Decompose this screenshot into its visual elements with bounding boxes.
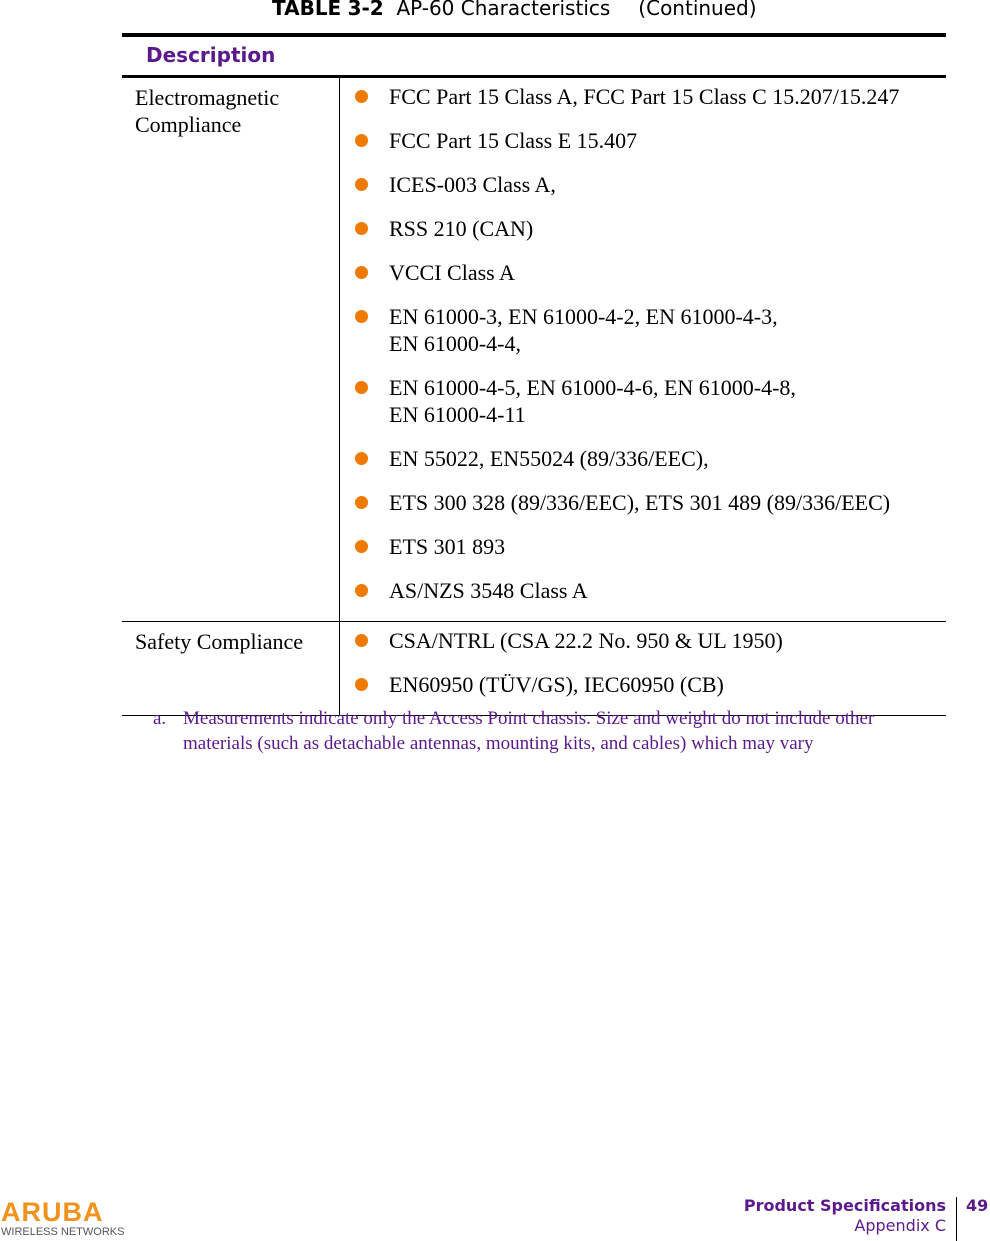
bullet-icon [355, 222, 368, 235]
footnote [153, 706, 923, 756]
bullet-icon [355, 266, 368, 279]
item-text: EN 55022, EN55024 (89/336/EEC), [389, 446, 709, 471]
bullet-icon [355, 540, 368, 553]
header-description: Description [146, 43, 276, 67]
table-row [122, 78, 946, 622]
bullet-icon [355, 134, 368, 147]
list-item [340, 671, 946, 698]
footer-appendix: Appendix C [854, 1216, 946, 1235]
compliance-list [340, 622, 946, 715]
caption-label: TABLE [272, 0, 342, 20]
footnote-marker: a. [153, 708, 167, 729]
bullet-icon [355, 310, 368, 323]
row-label: Electromagnetic Compliance [122, 78, 340, 621]
bullet-icon [355, 178, 368, 191]
caption-continued: (Continued) [638, 0, 757, 20]
item-text: ETS 300 328 (89/336/EEC), ETS 301 489 (89/336/EEC) [389, 490, 891, 515]
footer-section: Product Specifications [743, 1196, 946, 1215]
aruba-logo [1, 1198, 147, 1239]
bullet-icon [355, 634, 368, 647]
list-item [340, 171, 946, 198]
logo-subtitle: WIRELESS NETWORKS [1, 1226, 125, 1238]
bullet-icon [355, 496, 368, 509]
item-text: EN 61000-3, EN 61000-4-2, EN 61000-4-3, EN 61000-4-4, [389, 304, 778, 356]
logo-wordmark: ARUBA [1, 1198, 104, 1226]
caption-number: 3-2 [347, 0, 384, 20]
item-text: FCC Part 15 Class E 15.407 [389, 128, 638, 153]
list-item [340, 489, 946, 516]
bullet-icon [355, 584, 368, 597]
compliance-list [340, 78, 946, 621]
page-number: 49 [966, 1196, 989, 1215]
footer-divider [956, 1197, 957, 1241]
table-header [122, 33, 946, 78]
table-caption [272, 0, 757, 20]
bullet-icon [355, 678, 368, 691]
list-item [340, 215, 946, 242]
list-item [340, 445, 946, 472]
row-label: Safety Compliance [122, 622, 340, 715]
item-text: AS/NZS 3548 Class A [389, 578, 588, 603]
list-item [340, 127, 946, 154]
footnote-text: Measurements indicate only the Access Point chassis. Size and weight do not include other materials (such as detachable antennas, mounting kits, and cables) which may vary [183, 708, 875, 754]
caption-title: AP-60 Characteristics [396, 0, 611, 20]
item-text: VCCI Class A [389, 260, 515, 285]
list-item [340, 627, 946, 654]
list-item [340, 303, 946, 357]
characteristics-table [122, 33, 946, 716]
list-item [340, 533, 946, 560]
page-footer [744, 1196, 946, 1236]
item-text: FCC Part 15 Class A, FCC Part 15 Class C 15.207/15.247 [389, 84, 900, 109]
item-text: RSS 210 (CAN) [389, 216, 534, 241]
bullet-icon [355, 381, 368, 394]
bullet-icon [355, 452, 368, 465]
list-item [340, 577, 946, 604]
item-text: EN 61000-4-5, EN 61000-4-6, EN 61000-4-8, EN 61000-4-11 [389, 375, 796, 427]
list-item [340, 374, 946, 428]
item-text: CSA/NTRL (CSA 22.2 No. 950 & UL 1950) [389, 628, 783, 653]
list-item [340, 259, 946, 286]
item-text: ICES-003 Class A, [389, 172, 556, 197]
bullet-icon [355, 90, 368, 103]
item-text: ETS 301 893 [389, 534, 506, 559]
list-item [340, 83, 946, 110]
table-row [122, 622, 946, 716]
item-text: EN60950 (TÜV/GS), IEC60950 (CB) [389, 672, 724, 697]
